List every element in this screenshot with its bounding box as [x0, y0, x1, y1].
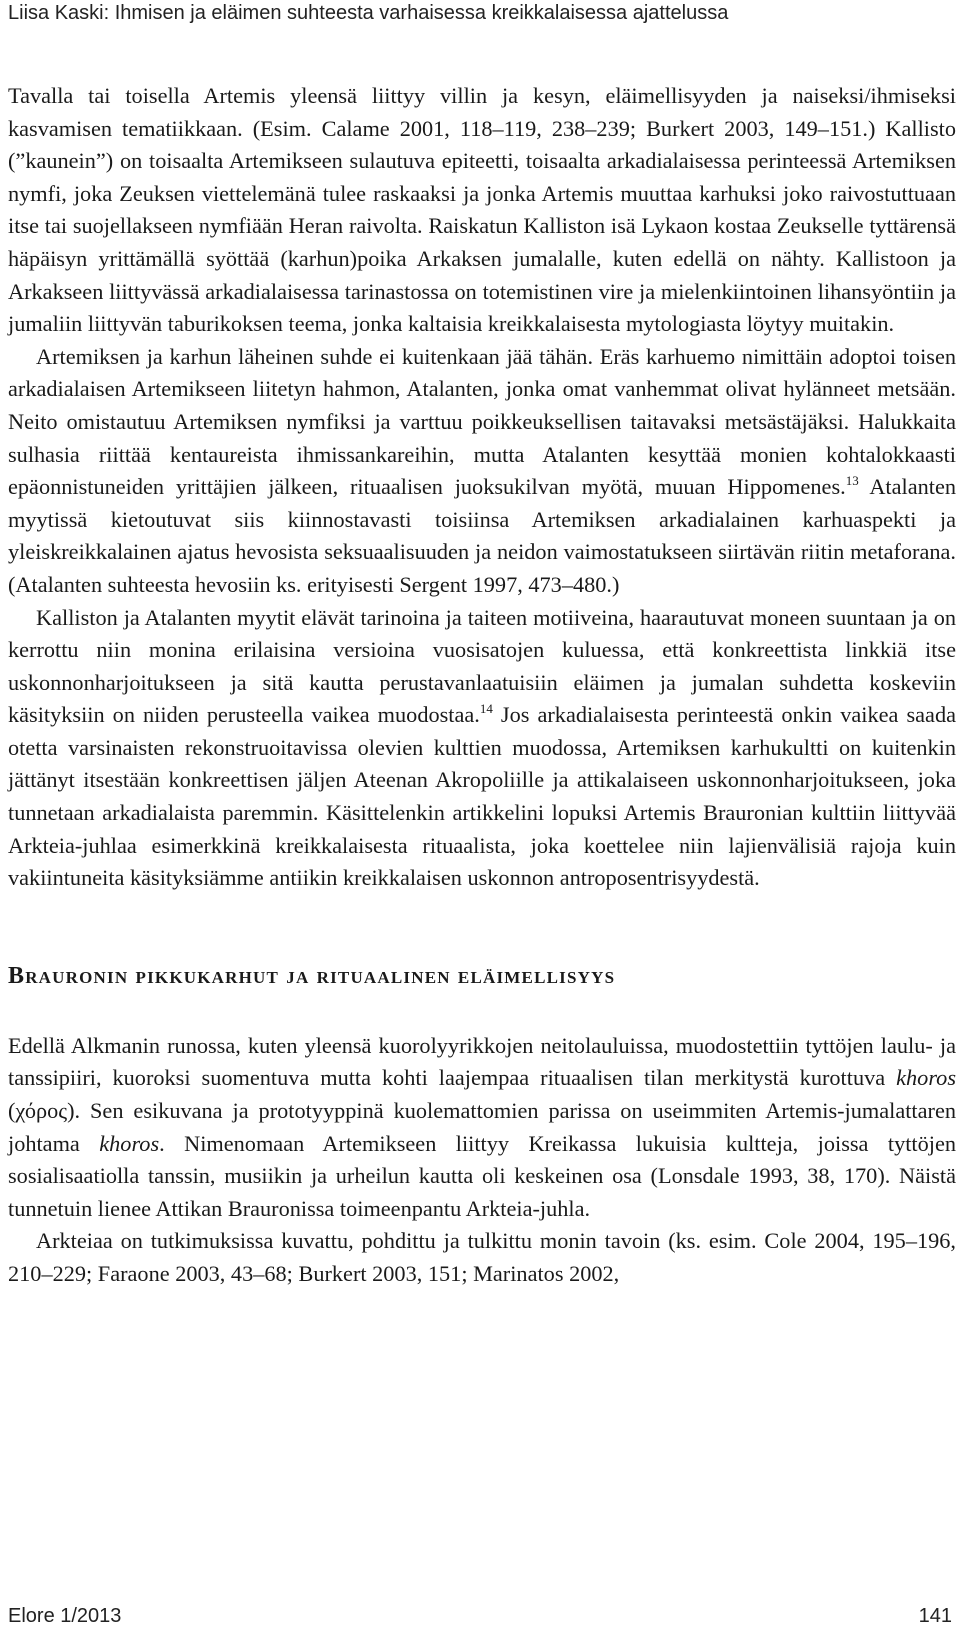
section-heading: Brauronin pikkukarhut ja rituaalinen eläimellisyys [8, 962, 616, 989]
footnote-ref-14[interactable]: 14 [479, 701, 493, 717]
text-run: Edellä Alkmanin runossa, kuten yleensä kuorolyyrikkojen neitolauluissa, muodostettiin tyttöjen laulu- ja tanssipiiri, kuoroksi suomentuva mutta kohti laajempaa rituaalisen tilan merkitystä kurottuva [8, 1032, 956, 1091]
paragraph-atalante [8, 341, 956, 602]
article-body [8, 80, 956, 1291]
paragraph-artemis-kallisto: Tavalla tai toisella Artemis yleensä liittyy villin ja kesyn, eläimellisyyden ja naiseksi/ihmiseksi kasvamisen tematiikkaan. (Esim. Calame 2001, 118–119, 238–239; Burkert 2003, 149–151.) Kallisto (”kaunein”) on toisaalta Artemikseen sulautuva epiteetti, toisaalta arkadialaisessa perinteessä Artemiksen nymfi, joka Zeuksen viettelemänä tulee raskaaksi ja jonka Artemis muuttaa karhuksi joko raivostuttuaan itse tai suojellakseen nymfiään Heran raivolta. Raiskatun Kalliston isä Lykaon kostaa Zeukselle tyttärensä häpäisyn yrittämällä syöttää (karhun)poika Arkaksen jumalalle, kuten edellä on nähty. Kallistoon ja Arkakseen liittyvässä arkadialaisessa tarinastossa on totemistinen vire ja mielenkiintoinen lihansyöntiin ja jumaliin liittyvän taburikoksen teema, jonka kaltaisia kreikkalaisesta mytologiasta löytyy muitakin. [8, 83, 956, 337]
paragraph-khoros [8, 1030, 956, 1226]
footnote-ref-13[interactable]: 13 [845, 473, 859, 489]
paragraph-arkteia: Arkteiaa on tutkimuksissa kuvattu, pohdittu ja tulkittu monin tavoin (ks. esim. Cole 2004, 195–196, 210–229; Faraone 2003, 43–68; Burkert 2003, 151; Marinatos 2002, [8, 1228, 956, 1286]
footer-journal: Elore 1/2013 [8, 1605, 122, 1627]
footer-page-number: 141 [918, 1605, 952, 1627]
running-header: Liisa Kaski: Ihmisen ja eläimen suhteesta varhaisessa kreikkalaisessa ajattelussa [8, 2, 729, 24]
paragraph-text: Artemiksen ja karhun läheinen suhde ei kuitenkaan jää tähän. Eräs karhuemo nimittäin adoptoi toisen arkadialaisen Artemikseen liitetyn hahmon, Atalanten, jonka omat vanhemmat olivat hylänneet metsään. Neito omistautuu Artemiksen nymfiksi ja varttuu poikkeuksellisen taitavaksi metsästäjäksi. Halukkaita sulhasia riittää kentaureista ihmissankareihin, mutta Atalanten kesyttää monien kohtalokkaasti epäonnistuneiden yrittäjien jälkeen, rituaalisen juoksukilvan myötä, muuan Hippomenes. [8, 343, 956, 500]
italic-term-khoros: khoros [99, 1130, 160, 1156]
paragraph-text: Kalliston ja Atalanten myytit elävät tarinoina ja taiteen motiiveina, haarautuvat moneen suuntaan ja on kerrottu niin monina erilaisina versioina vuosisatojen kuluessa, että konkreettista linkkiä itse uskonnonharjoitukseen ja sitä kautta perustavanlaatuisiin eläimen ja jumalan suhdetta koskeviin käsityksiin on niiden perusteella vaikea muodostaa. [8, 604, 956, 728]
text-run: (χόρος). Sen esikuvana ja prototyyppinä kuolemattomien parissa on useimmiten Artemis-jumalattaren johtama [8, 1098, 956, 1156]
paragraph-text-continued: Jos arkadialaisesta perinteestä onkin vaikea saada otetta varsinaisten rekonstruoitavissa olevien kulttien muodossa, Artemiksen karhukultti on kuitenkin jättänyt itsestään konkreettisen jäljen Ateenan Akropoliille ja attikalaiseen uskonnonharjoitukseen, joka tunnetaan arkadialaista paremmin. Käsittelenkin artikkelini lopuksi Artemis Brauronian kulttiin liittyvää Arkteia-juhlaa esimerkkinä kreikkalaisesta rituaalista, joka koettelee niin lajienvälisiä rajoja kuin vakiintuneita käsityksiämme antiikin kreikkalaisen uskonnon antroposentrisyydestä. [8, 702, 956, 891]
text-run: . Nimenomaan Artemikseen liittyy Kreikassa lukuisia kultteja, joissa tyttöjen sosialisaatiolla tanssin, musiikin ja urheilun kautta oli keskeinen osa (Lonsdale 1993, 38, 170). Näistä tunnetuin lienee Attikan Brauronissa toimeenpantu Arkteia-juhla. [8, 1130, 956, 1221]
paragraph-myths-cult [8, 602, 956, 895]
paragraph-text-continued: Atalanten myytissä kietoutuvat siis kiinnostavasti toisiinsa Artemiksen arkadialainen karhuaspekti ja yleiskreikkalainen ajatus hevosista seksuaalisuuden ja neidon vaimostatukseen siirtävän riitin metaforana. (Atalanten suhteesta hevosiin ks. erityisesti Sergent 1997, 473–480.) [8, 474, 956, 597]
italic-term-khoros: khoros [896, 1065, 956, 1091]
